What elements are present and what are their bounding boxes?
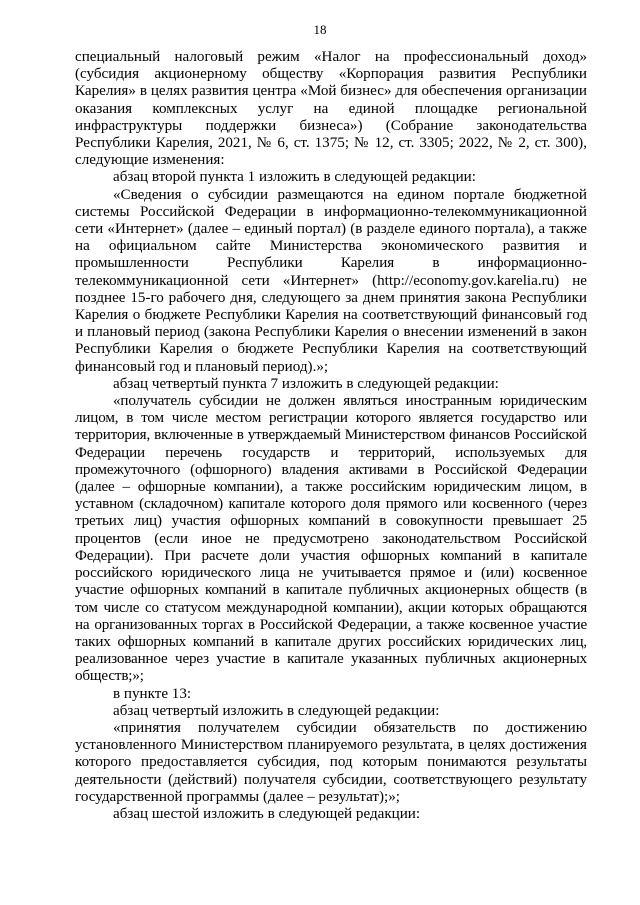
paragraph-clause-13: в пункте 13: [113,685,192,702]
document-body [75,49,587,823]
paragraph-offshore-text: «получатель субсидии не должен являться иностранным юридическим лицом, в том числе местом регистрации которого является государство или территория, включенные в утверждаемый Министерством финансов Российской Федерации перечень государств и территорий, используемых для промежуточного (офшорного) владения активами в Российской Федерации (далее – офшорные компании), а также российским юридическим лицом, в уставном (складочном) капитале которого доля прямого или косвенного (через третьих лиц) участия офшорных компаний в совокупности превышает 25 процентов (если иное не предусмотрено законодательством Российской Федерации). При расчете доли участия офшорных компаний в капитале российского юридического лица не учитывается прямое и (или) косвенное участие офшорных компаний в капитале публичных акционерных обществ (в том числе со статусом международной компании), акции которых обращаются на организованных торгах в Российской Федерации, а также косвенное участие таких офшорных компаний в капитале других российских юридических лиц, реализованное через участие в капитале указанных публичных акционерных обществ;»; [75,393,587,685]
page-number: 18 [313,22,327,37]
paragraph-result-text: «принятия получателем субсидии обязательств по достижению установленного Министерством планируемого результата, в целях достижения которого предоставляется субсидия, под которым понимаются результаты деятельности (действий) получателя субсидии, соответствующего результату государственной программы (далее – результат);»; [75,719,587,805]
paragraph-amendment-clause-1: абзац второй пункта 1 изложить в следующей редакции: [113,169,476,186]
paragraph-amendment-clause-7: абзац четвертый пункта 7 изложить в следующей редакции: [113,375,499,392]
paragraph-amendment-paragraph-6: абзац шестой изложить в следующей редакции: [113,805,421,822]
paragraph-subsidy-info-text: «Сведения о субсидии размещаются на едином портале бюджетной системы Российской Федерации в информационно-телекоммуникационной сети «Интернет» (далее – единый портал) (в разделе единого портала), а также на официальном сайте Министерства экономического развития и промышленности Республики Карелия в информационно-телекоммуникационной сети «Интернет» (http://economy.gov.karelia.ru) не позднее 15-го рабочего дня, следующего за днем принятия закона Республики Карелия о бюджете Республики Карелия на соответствующий финансовый год и плановый период (закона Республики Карелия о внесении изменений в закон Республики Карелия о бюджете Республики Карелия на соответствующий финансовый год и плановый период).»; [75,186,587,375]
paragraph-intro: специальный налоговый режим «Налог на профессиональный доход» (субсидия акционерному обществу «Корпорация развития Республики Карелия» в целях развития центра «Мой бизнес» для обеспечения организации оказания комплексных услуг на единой площадке региональной инфраструктуры поддержки бизнеса») (Собрание законодательства Республики Карелия, 2021, № 6, ст. 1375; № 12, ст. 3305; 2022, № 2, ст. 300), следующие изменения: [75,49,587,169]
paragraph-amendment-paragraph-4: абзац четвертый изложить в следующей редакции: [113,702,440,719]
